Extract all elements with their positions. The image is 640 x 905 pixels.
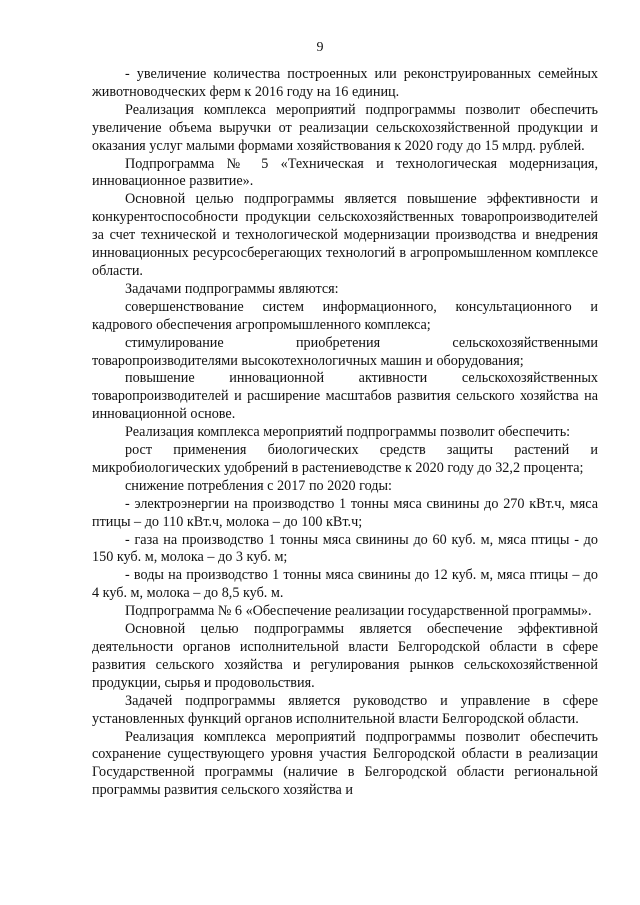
paragraph: стимулирование приобретения сельскохозяйственными товаропроизводителями высокотехнологичных машин и оборудования; (92, 334, 598, 369)
paragraph: рост применения биологических средств защиты растений и микробиологических удобрений в растениеводстве к 2020 году до 32,2 процента; (92, 442, 598, 476)
paragraph: повышение инновационной активности сельскохозяйственных товаропроизводителей и расширение масштабов развития сельского хозяйства на инновационной основе. (92, 370, 598, 423)
paragraph: снижение потребления с 2017 по 2020 годы: (125, 477, 392, 494)
paragraph: Реализация комплекса мероприятий подпрограммы позволит обеспечить: (125, 424, 571, 441)
paragraph: - воды на производство 1 тонны мяса свинины до 12 куб. м, мяса птицы – до 4 куб. м, молока – до 8,5 куб. м. (92, 567, 598, 602)
subprogram-6-heading: Подпрограмма № 6 «Обеспечение реализации государственной программы». (125, 603, 592, 620)
document-body (92, 66, 598, 800)
paragraph: Задачами подпрограммы являются: (125, 280, 339, 297)
paragraph: Реализация комплекса мероприятий подпрограммы позволит обеспечить сохранение существующего уровня участия Белгородской области в реализации Государственной программы (наличие в Белгородской области региональной программы развития сельского хозяйства и (92, 728, 598, 799)
paragraph: Задачей подпрограммы является руководство и управление в сфере установленных функций органов исполнительной власти Белгородской области. (92, 692, 598, 727)
paragraph: - увеличение количества построенных или реконструированных семейных животноводческих ферм к 2016 году на 16 единиц. (92, 66, 598, 100)
paragraph: - газа на производство 1 тонны мяса свинины до 60 куб. м, мяса птицы - до 150 куб. м, молока – до 3 куб. м; (92, 531, 598, 566)
page-number: 9 (316, 40, 324, 55)
paragraph: Основной целью подпрограммы является повышение эффективности и конкурентоспособности продукции сельскохозяйственных товаропроизводителей за счет технической и технологической модернизации производства и внедрения инновационных ресурсосберегающих технологий в агропромышленном комплексе области. (92, 191, 598, 279)
paragraph: - электроэнергии на производство 1 тонны мяса свинины до 270 кВт.ч, мяса птицы – до 110 кВт.ч, молока – до 100 кВт.ч; (92, 495, 598, 530)
paragraph: Реализация комплекса мероприятий подпрограммы позволит обеспечить увеличение объема выручки от реализации сельскохозяйственной продукции и оказания услуг малыми формами хозяйствования к 2020 году до 15 млрд. рублей. (92, 101, 598, 154)
paragraph: совершенствование систем информационного, консультационного и кадрового обеспечения агропромышленного комплекса; (92, 298, 598, 333)
subprogram-5-heading: Подпрограмма № 5 «Техническая и технологическая модернизация, инновационное развитие». (92, 155, 598, 190)
paragraph: Основной целью подпрограммы является обеспечение эффективной деятельности органов исполнительной власти Белгородской области в сфере развития сельского хозяйства и регулирования рынков сельскохозяйственной продукции, сырья и продовольствия. (92, 621, 598, 691)
